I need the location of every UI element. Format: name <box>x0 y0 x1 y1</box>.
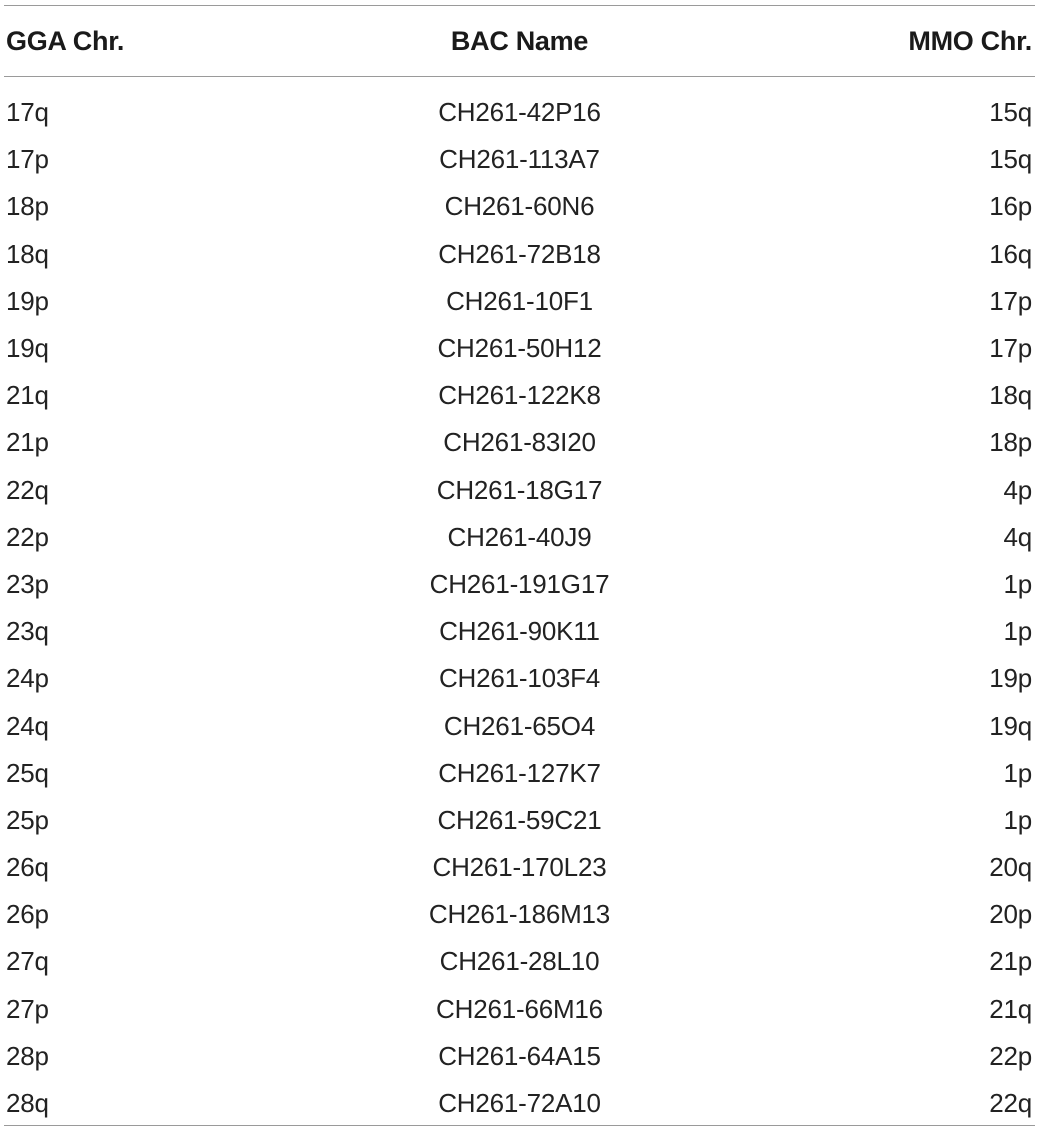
table-bottom-rule <box>4 1125 1035 1126</box>
cell-bac-name: CH261-127K7 <box>438 757 601 788</box>
cell-mmo-chr: 1p <box>1003 568 1032 599</box>
cell-mmo-chr: 22q <box>989 1088 1032 1119</box>
cell-mmo-chr: 21q <box>989 993 1032 1024</box>
cell-gga-chr: 17p <box>6 144 49 175</box>
cell-gga-chr: 18p <box>6 191 49 222</box>
cell-gga-chr: 26q <box>6 852 49 883</box>
cell-mmo-chr: 16q <box>989 238 1032 269</box>
table-row <box>4 938 1035 985</box>
cell-bac-name: CH261-66M16 <box>436 993 603 1024</box>
table-header-row <box>4 6 1035 76</box>
cell-gga-chr: 23p <box>6 568 49 599</box>
cell-mmo-chr: 1p <box>1003 804 1032 835</box>
table-row <box>4 89 1035 136</box>
cell-gga-chr: 23q <box>6 616 49 647</box>
cell-bac-name: CH261-59C21 <box>437 804 602 835</box>
cell-gga-chr: 21q <box>6 380 49 411</box>
table-row <box>4 372 1035 419</box>
cell-gga-chr: 25q <box>6 757 49 788</box>
cell-gga-chr: 18q <box>6 238 49 269</box>
table-header-rule <box>4 76 1035 77</box>
cell-bac-name: CH261-103F4 <box>438 663 601 694</box>
table-row <box>4 702 1035 749</box>
cell-gga-chr: 21p <box>6 427 49 458</box>
cell-mmo-chr: 4q <box>1003 521 1032 552</box>
table-row <box>4 1080 1035 1127</box>
cell-gga-chr: 19q <box>6 333 49 364</box>
table-row <box>4 986 1035 1033</box>
table-row <box>4 608 1035 655</box>
cell-gga-chr: 19p <box>6 285 49 316</box>
table-row <box>4 844 1035 891</box>
cell-mmo-chr: 16p <box>989 191 1032 222</box>
table-row <box>4 419 1035 466</box>
table-row <box>4 797 1035 844</box>
cell-mmo-chr: 15q <box>989 144 1032 175</box>
header-bac-name: BAC Name <box>450 25 589 56</box>
cell-bac-name: CH261-50H12 <box>437 333 602 364</box>
cell-bac-name: CH261-122K8 <box>438 380 601 411</box>
cell-bac-name: CH261-72B18 <box>438 238 601 269</box>
cell-mmo-chr: 18p <box>989 427 1032 458</box>
table-row <box>4 325 1035 372</box>
cell-bac-name: CH261-28L10 <box>439 946 600 977</box>
cell-gga-chr: 27p <box>6 993 49 1024</box>
cell-mmo-chr: 1p <box>1003 757 1032 788</box>
cell-mmo-chr: 17p <box>989 333 1032 364</box>
cell-mmo-chr: 4p <box>1003 474 1032 505</box>
cell-gga-chr: 22p <box>6 521 49 552</box>
cell-gga-chr: 22q <box>6 474 49 505</box>
table-row <box>4 1033 1035 1080</box>
table-row <box>4 655 1035 702</box>
header-mmo-chr: MMO Chr. <box>908 25 1032 56</box>
cell-gga-chr: 17q <box>6 97 49 128</box>
table-row <box>4 278 1035 325</box>
header-gga-chr: GGA Chr. <box>6 25 125 56</box>
table-row <box>4 136 1035 183</box>
cell-gga-chr: 28p <box>6 1040 49 1071</box>
cell-mmo-chr: 19p <box>989 663 1032 694</box>
cell-gga-chr: 24q <box>6 710 49 741</box>
cell-bac-name: CH261-40J9 <box>447 521 592 552</box>
table-row <box>4 467 1035 514</box>
cell-bac-name: CH261-113A7 <box>439 144 600 175</box>
cell-mmo-chr: 19q <box>989 710 1032 741</box>
cell-mmo-chr: 21p <box>989 946 1032 977</box>
cell-bac-name: CH261-65O4 <box>443 710 596 741</box>
cell-mmo-chr: 15q <box>989 97 1032 128</box>
cell-gga-chr: 24p <box>6 663 49 694</box>
cell-bac-name: CH261-186M13 <box>428 899 611 930</box>
cell-bac-name: CH261-42P16 <box>438 97 601 128</box>
cell-gga-chr: 27q <box>6 946 49 977</box>
cell-bac-name: CH261-191G17 <box>429 568 610 599</box>
table-row <box>4 231 1035 278</box>
table-row <box>4 891 1035 938</box>
cell-bac-name: CH261-60N6 <box>444 191 595 222</box>
cell-bac-name: CH261-90K11 <box>439 616 600 647</box>
cell-mmo-chr: 18q <box>989 380 1032 411</box>
cell-gga-chr: 28q <box>6 1088 49 1119</box>
cell-bac-name: CH261-64A15 <box>438 1040 601 1071</box>
table-row <box>4 750 1035 797</box>
cell-mmo-chr: 1p <box>1003 616 1032 647</box>
cell-bac-name: CH261-10F1 <box>446 285 593 316</box>
cell-mmo-chr: 22p <box>989 1040 1032 1071</box>
cell-gga-chr: 25p <box>6 804 49 835</box>
cell-mmo-chr: 20q <box>989 852 1032 883</box>
cell-bac-name: CH261-83I20 <box>443 427 596 458</box>
cell-mmo-chr: 20p <box>989 899 1032 930</box>
cell-bac-name: CH261-72A10 <box>438 1088 601 1119</box>
cell-bac-name: CH261-18G17 <box>436 474 603 505</box>
table-row <box>4 514 1035 561</box>
table-body <box>4 89 1035 1127</box>
cell-mmo-chr: 17p <box>989 285 1032 316</box>
table-row <box>4 561 1035 608</box>
cell-bac-name: CH261-170L23 <box>432 852 607 883</box>
cell-gga-chr: 26p <box>6 899 49 930</box>
table-row <box>4 183 1035 230</box>
